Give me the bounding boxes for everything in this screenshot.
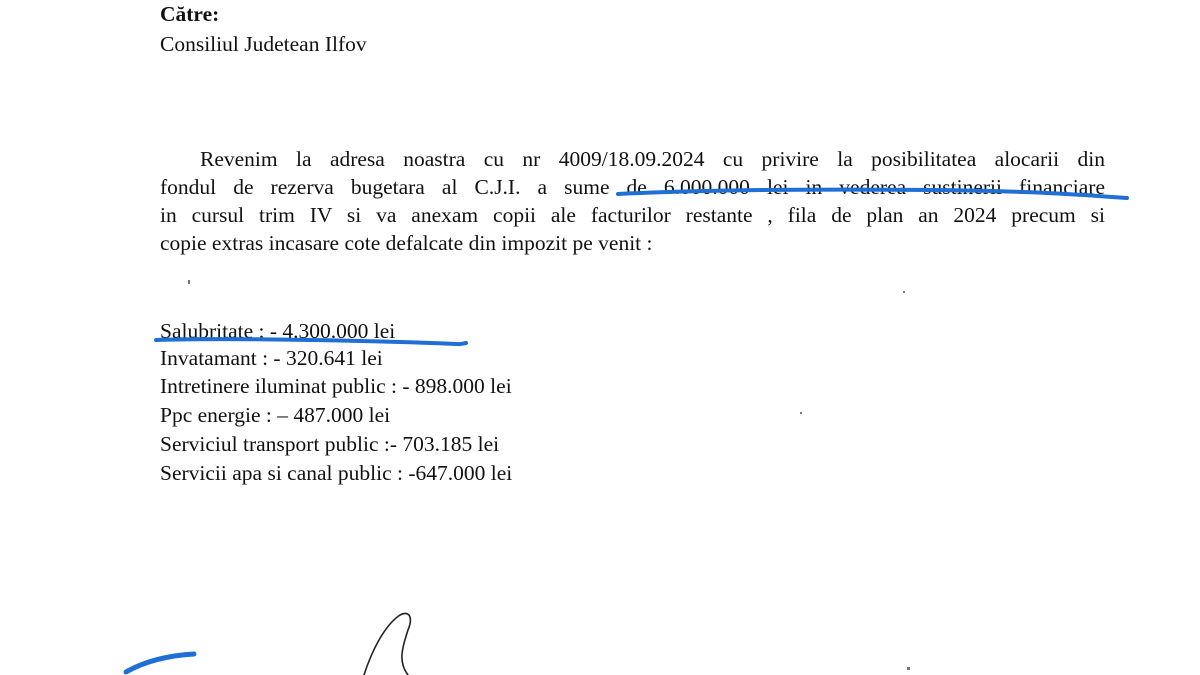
item-apa-canal: Servicii apa si canal public : -647.000 lei — [160, 461, 513, 485]
salutation: Către: — [160, 2, 220, 26]
highlight-underline-salubritate — [156, 339, 466, 344]
paragraph-line-4: copie extras incasare cote defalcate din impozit pe venit : — [160, 231, 653, 255]
item-iluminat-public: Intretinere iluminat public : - 898.000 lei — [160, 374, 512, 398]
item-ppc-energie: Ppc energie : – 487.000 lei — [160, 403, 391, 427]
item-transport-public: Serviciul transport public :- 703.185 lei — [160, 432, 500, 456]
paragraph-line-3: in cursul trim IV si va anexam copii ale facturilor restante , fila de plan an 2024 precum si — [160, 203, 1105, 227]
paragraph-line-1: Revenim la adresa noastra cu nr 4009/18.09.2024 cu privire la posibilitatea alocarii din — [200, 147, 1105, 171]
pen-stroke-bottom-left — [126, 654, 194, 672]
paragraph-line-2: fondul de rezerva bugetara al C.J.I. a sume de 6.000.000 lei in vederea sustinerii financiare — [160, 175, 1105, 199]
highlight-underline-amount — [618, 190, 1127, 198]
item-invatamant: Invatamant : - 320.641 lei — [160, 346, 383, 365]
recipient: Consiliul Judetean Ilfov — [160, 32, 367, 56]
item-salubritate: Salubritate : - 4.300.000 lei — [160, 319, 396, 343]
signature-stroke — [364, 613, 410, 675]
